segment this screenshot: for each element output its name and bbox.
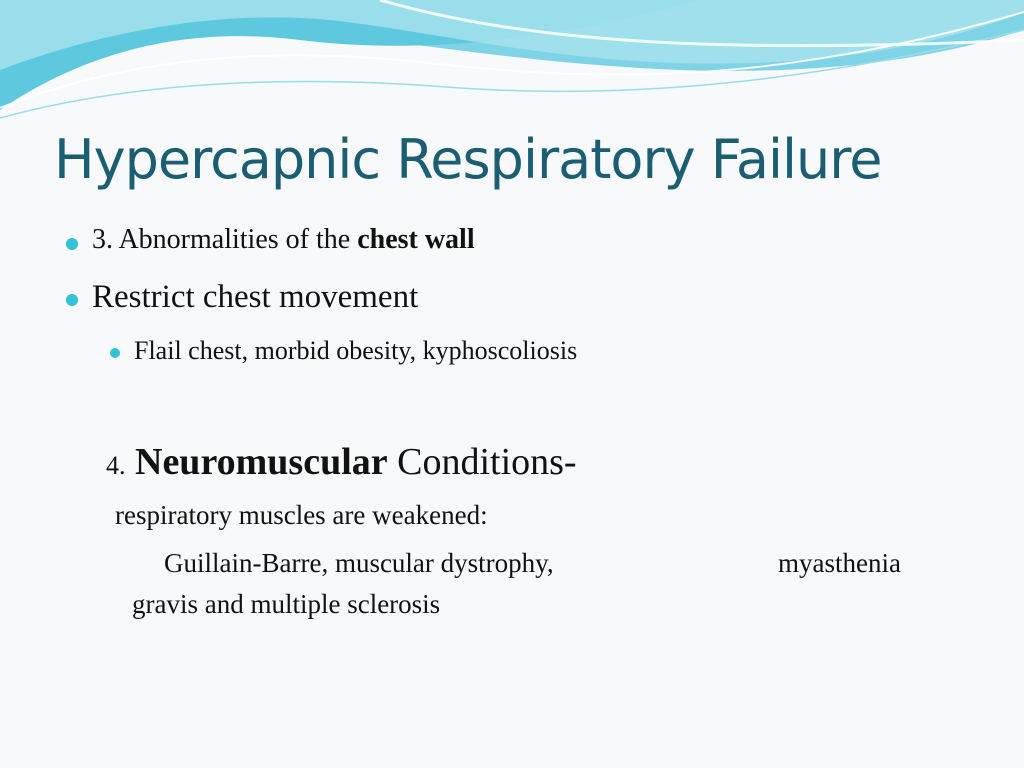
section-4-line-3: gravis and multiple sclerosis	[132, 589, 441, 619]
section-4-line-2b: myasthenia	[778, 548, 901, 578]
section-4-heading	[106, 440, 577, 484]
section-4-line-1: respiratory muscles are weakened:	[115, 500, 488, 530]
slide-title: Hypercapnic Respiratory Failure	[54, 128, 882, 191]
bullet-restrict-movement: Restrict chest movement	[92, 279, 419, 315]
bullet-icon	[66, 294, 78, 306]
section-4-line-2a: Guillain-Barre, muscular dystrophy,	[164, 548, 554, 578]
sub-bullet-icon	[110, 348, 120, 358]
section-rest-text: Conditions-	[387, 441, 577, 483]
bullet-bold-text: chest wall	[357, 224, 475, 255]
header-wave-decoration	[0, 0, 1024, 130]
section-number: 4.	[106, 451, 126, 480]
sub-bullet-examples: Flail chest, morbid obesity, kyphoscoliosis	[134, 336, 578, 365]
bullet-icon	[66, 238, 78, 250]
section-bold-text: Neuromuscular	[135, 441, 388, 483]
bullet-text: 3. Abnormalities of the	[92, 224, 358, 255]
bullet-chest-wall	[92, 224, 475, 256]
